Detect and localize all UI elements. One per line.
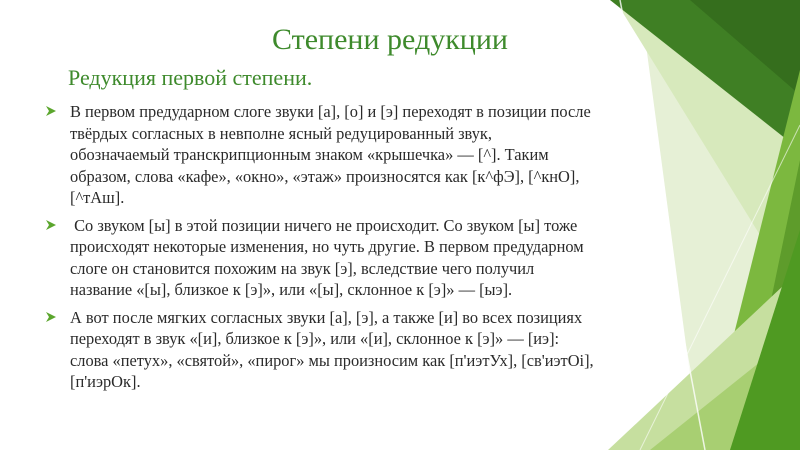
bullet-list: [46, 101, 594, 399]
bullet-text: А вот после мягких согласных звуки [а], [э], а также [и] во всех позициях переходят в звук «[и], близкое к [э]», или «[и], склонное к [э]» — [иэ]: слова «петух», «святой», «пирог» мы произносим как [п'иэтУх], [св'иэтОi], [п'иэрОк].: [70, 307, 594, 391]
bullet-item: [46, 307, 594, 393]
triangle-arrow-icon: [46, 312, 58, 322]
slide-title: Степени редукции: [272, 23, 508, 56]
bullet-item: [46, 215, 594, 301]
triangle-arrow-icon: [46, 106, 58, 116]
bullet-item: [46, 101, 594, 209]
bullet-text: Со звуком [ы] в этой позиции ничего не происходит. Со звуком [ы] тоже происходят некоторые изменения, но чуть другие. В первом предударном слоге он становится похожим на звук [э], вследствие чего получил название «[ы], близкое к [э]», или «[ы], склонное к [э]» — [ыэ].: [70, 215, 588, 299]
triangle-arrow-icon: [46, 220, 58, 230]
bullet-text: В первом предударном слоге звуки [а], [о] и [э] переходят в позиции после твёрдых согласных в невполне ясный редуцированный звук, обозначаемый транскрипционным знаком «крышечка» — [^]. Таким образом, слова «кафе», «окно», «этаж» произносятся как [к^фЭ], [^кнО], [^тАш].: [70, 102, 591, 207]
slide-subtitle: Редукция первой степени.: [68, 65, 313, 90]
